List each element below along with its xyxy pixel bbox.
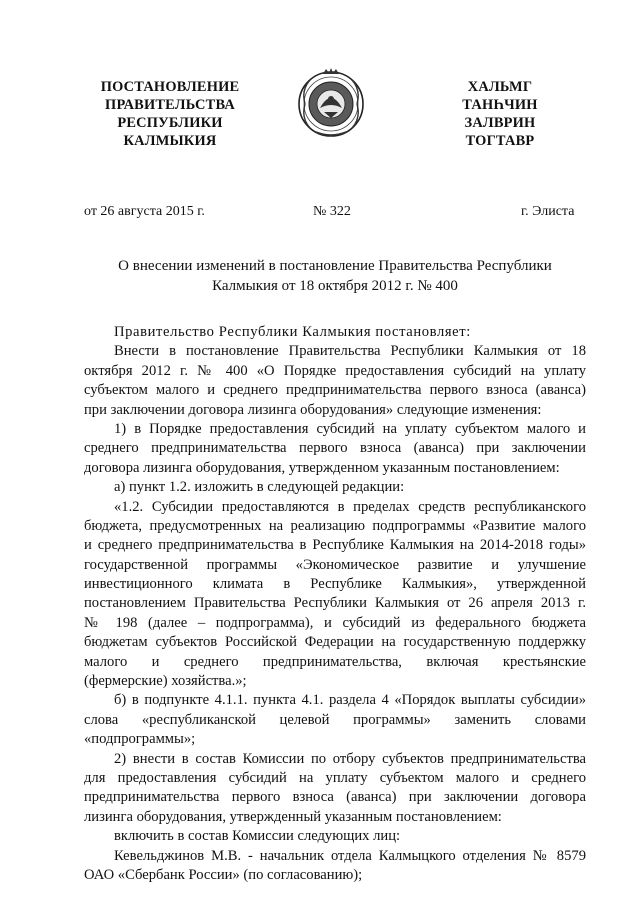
coat-of-arms-icon bbox=[296, 68, 366, 140]
body-line: слова «республиканской целевой программы» заменить словами bbox=[84, 711, 586, 728]
document-title bbox=[100, 256, 570, 296]
body-line: а) пункт 1.2. изложить в следующей редакции: bbox=[114, 479, 405, 496]
body-line: для предоставления субсидий на уплату субъектом малого и среднего bbox=[84, 769, 586, 786]
issuer-line: ПРАВИТЕЛЬСТВА bbox=[105, 97, 235, 113]
title-line: Калмыкия от 18 октября 2012 г. № 400 bbox=[212, 278, 458, 294]
issuer-line: ХАЛЬМГ bbox=[467, 79, 533, 95]
issuer-line: РЕСПУБЛИКИ bbox=[117, 115, 223, 131]
document-number: № 322 bbox=[313, 204, 351, 219]
body-line: № 198 (далее – подпрограмма), и субсидий из федерального бюджета bbox=[84, 614, 586, 631]
body-line: «1.2. Субсидии предоставляются в пределах средств республиканского bbox=[114, 498, 586, 515]
body-line: 2) внести в состав Комиссии по отбору субъектов предпринимательства bbox=[114, 750, 586, 767]
body-line: бюджетам субъектов Российской Федерации на государственную поддержку bbox=[84, 634, 586, 651]
body-line: договора лизинга оборудования, утвержденном указанным постановлением: bbox=[84, 459, 560, 476]
body-line: малого и среднего предпринимательства, включая крестьянские bbox=[84, 653, 586, 670]
body-line: Правительство Республики Калмыкия постановляет: bbox=[114, 324, 471, 340]
issuer-name-russian bbox=[70, 78, 270, 150]
body-line: «подпрограммы»; bbox=[84, 731, 196, 748]
body-line: Внести в постановление Правительства Республики Калмыкия от 18 bbox=[114, 343, 586, 360]
body-line: б) в подпункте 4.1.1. пункта 4.1. раздела 4 «Порядок выплаты субсидии» bbox=[114, 692, 586, 709]
body-line: государственной программы «Экономическое развитие и улучшение bbox=[84, 556, 586, 573]
document-date: от 26 августа 2015 г. bbox=[84, 204, 205, 219]
body-line: бюджета, предусмотренных на реализацию подпрограммы «Развитие малого bbox=[84, 517, 586, 534]
body-line: при заключении договора лизинга оборудования» следующие изменения: bbox=[84, 401, 542, 418]
body-line: 1) в Порядке предоставления субсидий на уплату субъектом малого и bbox=[114, 420, 586, 437]
document-body bbox=[84, 323, 586, 885]
body-line: постановлением Правительства Республики Калмыкия от 26 апреля 2013 г. bbox=[84, 595, 586, 612]
body-line: и среднего предпринимательства в Республике Калмыкия на 2014-2018 годы» bbox=[84, 537, 586, 554]
body-line: лизинга оборудования, утвержденный указанным постановлением: bbox=[84, 808, 502, 825]
issuer-name-kalmyk bbox=[440, 78, 560, 150]
body-line: ОАО «Сбербанк России» (по согласованию); bbox=[84, 866, 363, 883]
body-line: включить в состав Комиссии следующих лиц: bbox=[114, 828, 401, 845]
body-line: Кевельджинов М.В. - начальник отдела Калмыцкого отделения № 8579 bbox=[114, 847, 586, 864]
body-line: (фермерские) хозяйства.»; bbox=[84, 673, 247, 690]
issuer-line: ТОГТАВР bbox=[465, 133, 535, 149]
issuer-line: КАЛМЫКИЯ bbox=[123, 133, 217, 149]
document-place: г. Элиста bbox=[521, 204, 575, 219]
issuer-line: ЗАЛВРИН bbox=[464, 115, 536, 131]
body-line: октября 2012 г. № 400 «О Порядке предоставления субсидий на уплату bbox=[84, 362, 586, 379]
body-line: субъектом малого и среднего предпринимательства первого взноса (аванса) bbox=[84, 382, 586, 399]
issuer-line: ТАНҺЧИН bbox=[462, 97, 538, 113]
body-line: предпринимательства первого взноса (аванса) при заключении договора bbox=[84, 789, 586, 806]
body-line: инвестиционного климата в Республике Калмыкия», утвержденной bbox=[84, 576, 586, 593]
issuer-line: ПОСТАНОВЛЕНИЕ bbox=[100, 79, 240, 95]
title-line: О внесении изменений в постановление Правительства Республики bbox=[118, 258, 552, 274]
body-line: среднего предпринимательства первого взноса (аванса) при заключении bbox=[84, 440, 586, 457]
